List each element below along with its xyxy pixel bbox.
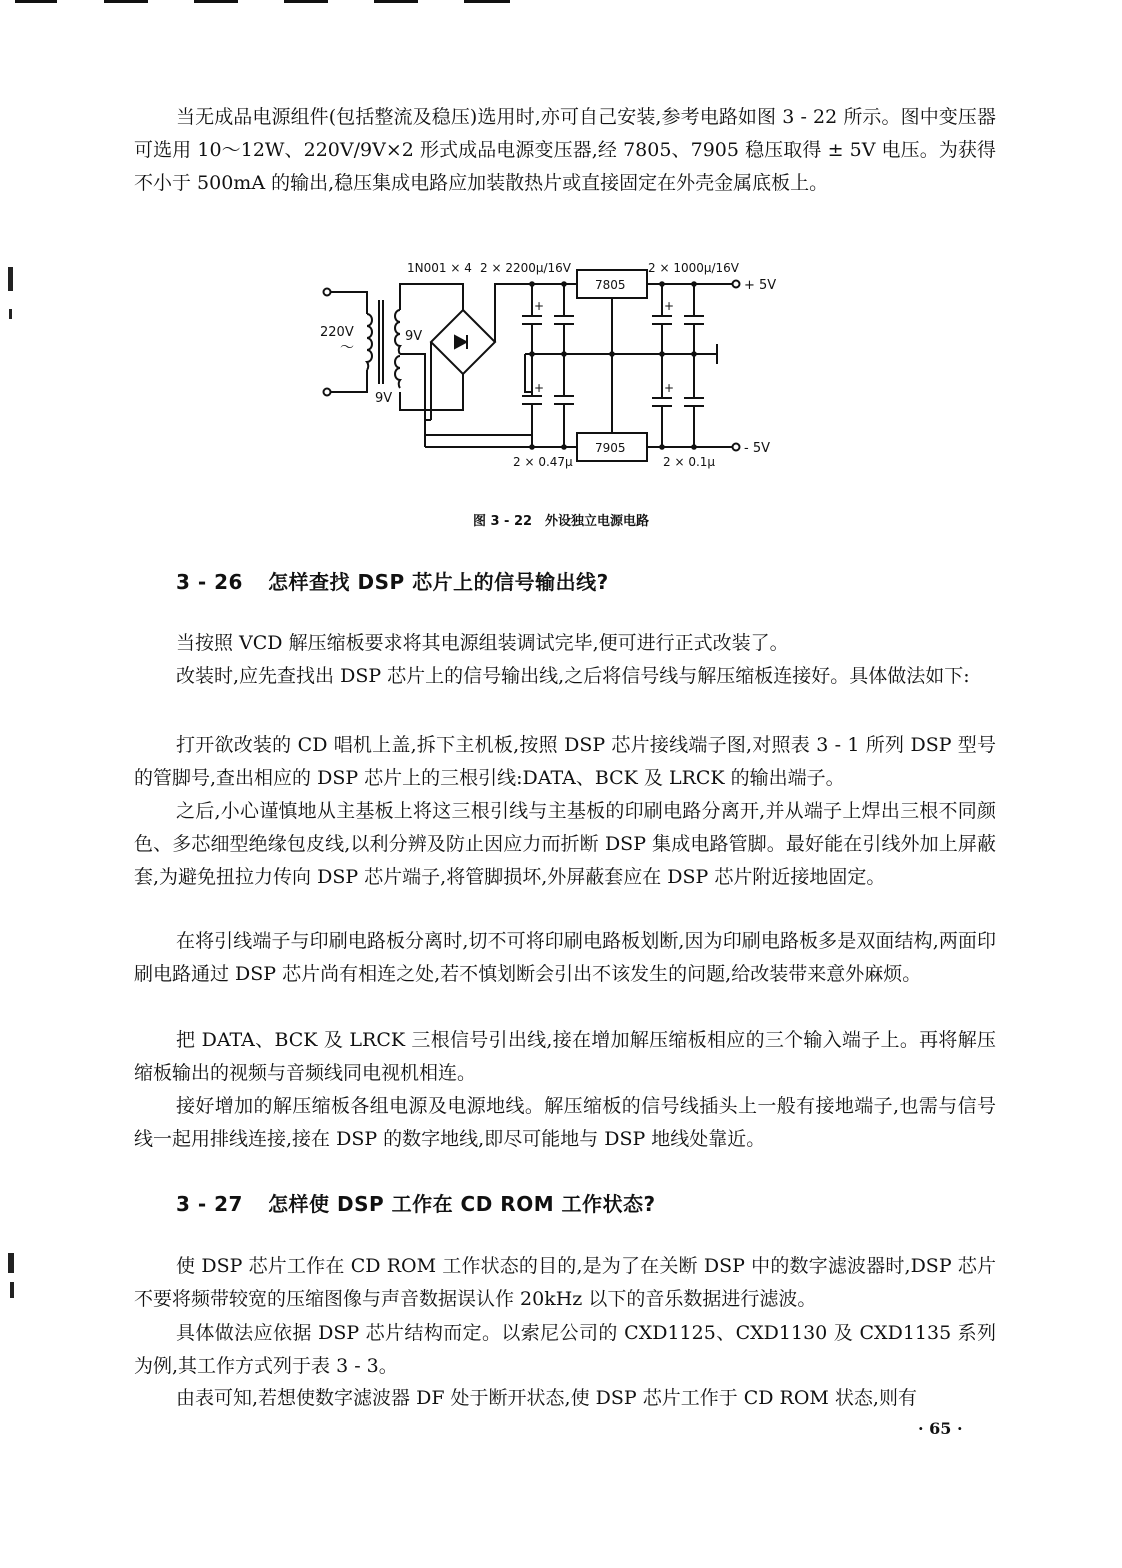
intro-paragraph: 当无成品电源组件(包括整流及稳压)选用时,亦可自己安装,参考电路如图 3 - 22 所示。图中变压器可选用 10～12W、220V/9V×2 形式成品电源变压器,经 7805、7905 稳压取得 ± 5V 电压。为获得不小于 500mA 的输出,稳压集成电路应加装散热片或直接固定在外壳金属底板上。 (134, 106, 996, 194)
top-rule (194, 0, 238, 3)
body-paragraph: 由表可知,若想使数字滤波器 DF 处于断开状态,使 DSP 芯片工作于 CD ROM 状态,则有 (176, 1387, 917, 1409)
capacitor (554, 354, 574, 447)
body-paragraph: 把 DATA、BCK 及 LRCK 三根信号引出线,接在增加解压缩板相应的三个输入端子上。再将解压缩板输出的视频与音频线同电视机相连。 (134, 1029, 996, 1084)
regulator-7805-label: 7805 (595, 278, 626, 292)
margin-mark (10, 1282, 14, 1298)
capacitor (684, 354, 704, 447)
diode-icon (455, 336, 466, 348)
body-paragraph: 使 DSP 芯片工作在 CD ROM 工作状态的目的,是为了在关断 DSP 中的数字滤波器时,DSP 芯片不要将频带较宽的压缩图像与声音数据误认作 20kHz 以下的音乐数据进行滤波。 (134, 1255, 996, 1310)
margin-mark (8, 1253, 14, 1273)
terminal-circle (733, 444, 740, 451)
body-paragraph: 改装时,应先查找出 DSP 芯片上的信号输出线,之后将信号线与解压缩板连接好。具体做法如下: (176, 665, 970, 687)
body-paragraph: 接好增加的解压缩板各组电源及电源地线。解压缩板的信号线插头上一般有接地端子,也需与信号线一起用排线连接,接在 DSP 的数字地线,即尽可能地与 DSP 地线处靠近。 (134, 1095, 996, 1150)
wire (400, 354, 532, 435)
top-rule (104, 0, 148, 3)
mains-ac-symbol: ～ (340, 340, 354, 356)
section-title: 怎样查找 DSP 芯片上的信号输出线? (268, 570, 609, 594)
body-paragraph: 当按照 VCD 解压缩板要求将其电源组装调试完毕,便可进行正式改装了。 (176, 632, 789, 654)
output-small-cap-label: 2 × 0.1μ (663, 455, 716, 469)
top-rule (284, 0, 328, 3)
section-number: 3 - 27 (176, 1192, 243, 1216)
secondary-voltage-label: 9V (375, 391, 393, 406)
mains-voltage-label: 220V (320, 325, 354, 340)
regulator-7905-label: 7905 (595, 441, 626, 455)
margin-mark (9, 309, 12, 319)
section-heading-3-26 (176, 566, 609, 595)
capacitor (522, 284, 545, 354)
body-paragraph: 在将引线端子与印刷电路板分离时,切不可将印刷电路板划断,因为印刷电路板多是双面结构,两面印刷电路通过 DSP 芯片尚有相连之处,若不慎划断会引出不该发生的问题,给改装带来意外麻烦。 (134, 930, 996, 985)
input-small-cap-label: 2 × 0.47μ (513, 455, 573, 469)
capacitor (684, 284, 704, 354)
positive-output-label: + 5V (744, 278, 777, 293)
wire (400, 284, 463, 310)
section-number: 3 - 26 (176, 570, 243, 594)
capacitor (554, 284, 574, 354)
primary-coil (367, 314, 372, 370)
polarity-mark: + (534, 381, 545, 395)
secondary-coil-bottom (395, 356, 400, 388)
figure-caption: 图 3 - 22 外设独立电源电路 (472, 514, 650, 529)
polarity-mark: + (664, 381, 675, 395)
section-title: 怎样使 DSP 工作在 CD ROM 工作状态? (268, 1192, 656, 1216)
terminal-circle (733, 281, 740, 288)
body-paragraph: 具体做法应依据 DSP 芯片结构而定。以索尼公司的 CXD1125、CXD1130 及 CXD1135 系列为例,其工作方式列于表 3 - 3。 (134, 1322, 996, 1377)
secondary-coil-top (395, 310, 400, 354)
capacitor (652, 284, 675, 354)
polarity-mark: + (534, 299, 545, 313)
top-rule (374, 0, 418, 3)
rectifier-label: 1N001 × 4 (407, 261, 472, 275)
power-supply-circuit-diagram (300, 252, 800, 477)
terminal-circle (324, 389, 331, 396)
input-cap-label: 2 × 2200μ/16V (480, 261, 572, 275)
section-heading-3-27 (176, 1188, 656, 1217)
output-cap-label: 2 × 1000μ/16V (648, 261, 740, 275)
negative-output-label: - 5V (744, 441, 770, 456)
body-paragraph: 之后,小心谨慎地从主基板上将这三根引线与主基板的印刷电路分离开,并从端子上焊出三根不同颜色、多芯细型绝缘包皮线,以利分辨及防止因应力而折断 DSP 集成电路管脚。最好能在引线外加上屏蔽套,为避免扭拉力传向 DSP 芯片端子,将管脚损坏,外屏蔽套应在 DSP 芯片附近接地固定。 (134, 800, 996, 888)
body-paragraph: 打开欲改装的 CD 唱机上盖,拆下主机板,按照 DSP 芯片接线端子图,对照表 3 - 1 所列 DSP 型号的管脚号,查出相应的 DSP 芯片上的三根引线:DATA、BCK 及 LRCK 的输出端子。 (134, 734, 996, 789)
terminal-circle (324, 289, 331, 296)
margin-mark (8, 267, 13, 291)
wire (525, 354, 532, 392)
secondary-voltage-label: 9V (405, 329, 423, 344)
top-rule (464, 0, 510, 3)
capacitor (652, 354, 675, 447)
polarity-mark: + (664, 299, 675, 313)
page-number: · 65 · (918, 1419, 963, 1438)
top-rule (15, 0, 57, 3)
